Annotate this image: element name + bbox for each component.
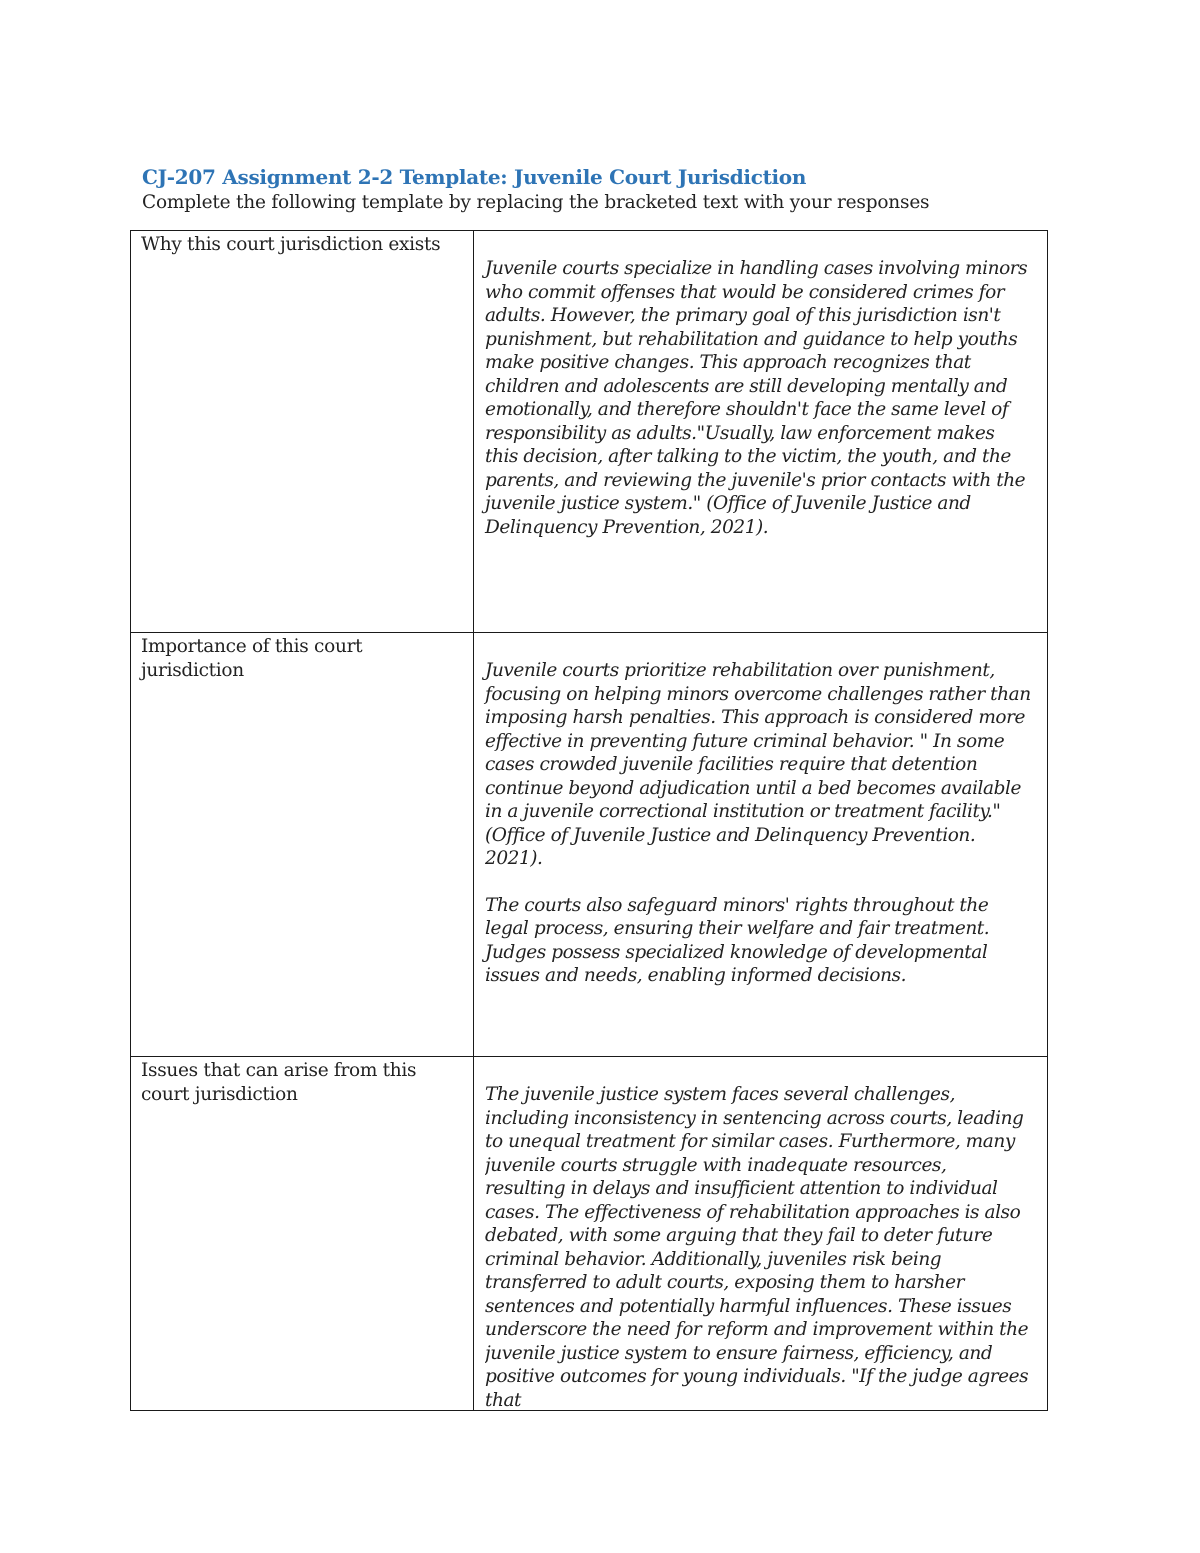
response-paragraph: The courts also safeguard minors' rights throughout the legal process, ensuring their welfare and fair treatment. Judges possess specialized knowledge of developmental issues and needs, enabling informed decisions. — [485, 894, 990, 986]
table-row — [131, 1057, 1048, 1411]
response-cell-issues[interactable] — [474, 1057, 1048, 1411]
table-row — [131, 231, 1048, 633]
response-cell-importance[interactable] — [474, 633, 1048, 1057]
document-title: CJ-207 Assignment 2-2 Template: Juvenile Court Jurisdiction — [142, 165, 807, 189]
row-label-importance: Importance of this court jurisdiction — [131, 633, 474, 1057]
response-paragraph: Juvenile courts specialize in handling cases involving minors who commit offenses that would be considered crimes for adults. However, the primary goal of this jurisdiction isn't punishment, but rehabilitation and guidance to help youths make positive changes. This approach recognizes that children and adolescents are still developing mentally and emotionally, and therefore shouldn't face the same level of responsibility as adults."Usually, law enforcement makes this decision, after talking to the victim, the youth, and the parents, and reviewing the juvenile's prior contacts with the juvenile justice system." (Office of Juvenile Justice and Delinquency Prevention, 2021). — [485, 258, 1028, 538]
response-clip — [485, 1083, 1031, 1409]
response-cell-why-exists[interactable] — [474, 231, 1048, 633]
document-instructions: Complete the following template by replacing the bracketed text with your responses — [142, 192, 930, 213]
row-label-why-exists: Why this court jurisdiction exists — [131, 231, 474, 633]
template-table — [130, 230, 1048, 1411]
response-paragraph: Juvenile courts prioritize rehabilitation over punishment, focusing on helping minors overcome challenges rather than imposing harsh penalties. This approach is considered more effective in preventing future criminal behavior. " In some cases crowded juvenile facilities require that detention continue beyond adjudication until a bed becomes available in a juvenile correctional institution or treatment facility." (Office of Juvenile Justice and Delinquency Prevention. 2021). — [485, 660, 1031, 869]
row-label-issues: Issues that can arise from this court jurisdiction — [131, 1057, 474, 1411]
response-paragraph: The juvenile justice system faces several challenges, including inconsistency in sentencing across courts, leading to unequal treatment for similar cases. Furthermore, many juvenile courts struggle with inadequate resources, resulting in delays and insufficient attention to individual cases. The effectiveness of rehabilitation approaches is also debated, with some arguing that they fail to deter future criminal behavior. Additionally, juveniles risk being transferred to adult courts, exposing them to harsher sentences and potentially harmful influences. These issues underscore the need for reform and improvement within the juvenile justice system to ensure fairness, efficiency, and positive outcomes for young individuals. "If the judge agrees that — [485, 1084, 1029, 1409]
table-row — [131, 633, 1048, 1057]
